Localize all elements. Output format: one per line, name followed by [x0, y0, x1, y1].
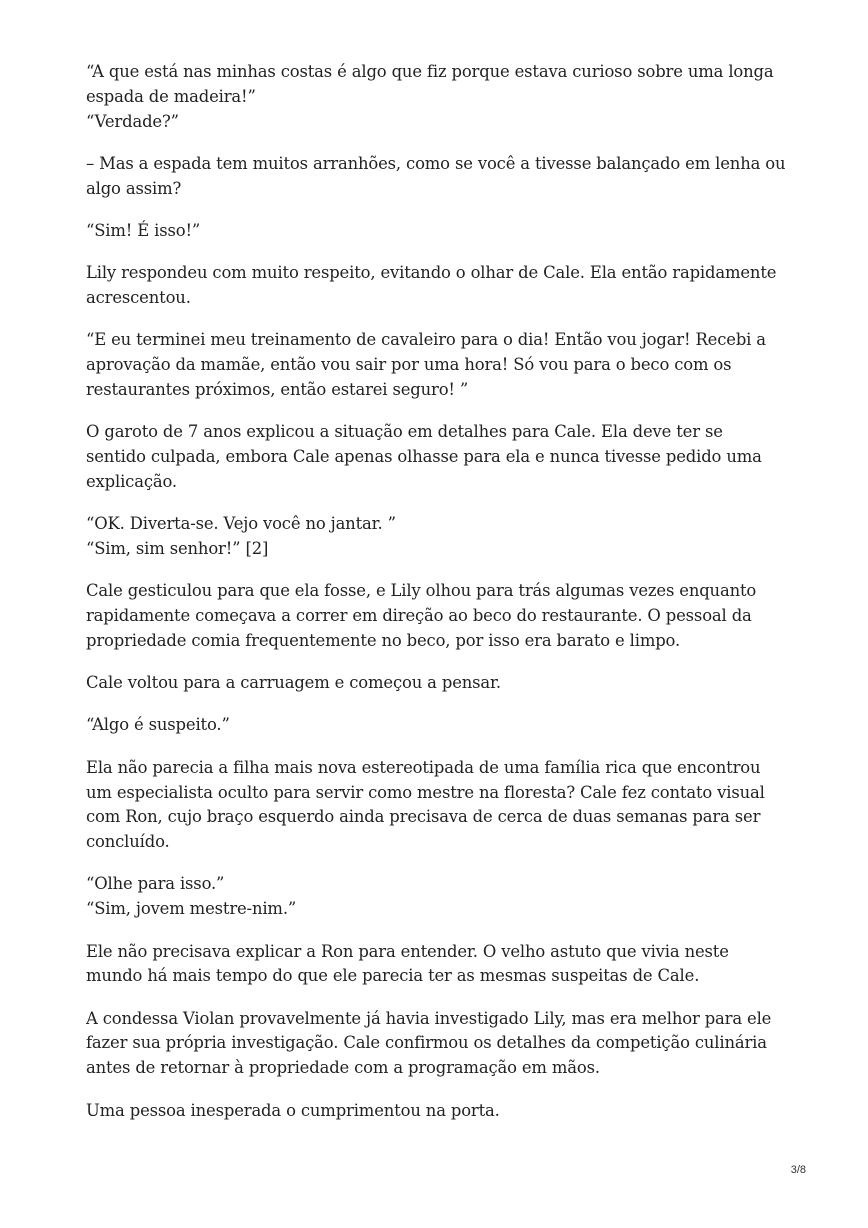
text-line: “Sim, sim senhor!” [2]	[86, 538, 269, 558]
paragraph	[86, 872, 786, 922]
paragraph	[86, 1099, 786, 1124]
text-line: “Sim! É isso!”	[86, 220, 201, 240]
paragraph	[86, 512, 786, 562]
text-line: “Verdade?”	[86, 111, 179, 131]
text-line: Cale voltou para a carruagem e começou a pensar.	[86, 673, 501, 693]
text-line: – Mas a espada tem muitos arranhões, como se você a tivesse balançado em lenha ou algo assim?	[86, 153, 786, 198]
paragraph	[86, 756, 786, 855]
paragraph	[86, 1007, 786, 1081]
paragraph	[86, 60, 786, 134]
text-line: “Algo é suspeito.”	[86, 715, 230, 735]
text-line: Ela não parecia a filha mais nova estereotipada de uma família rica que encontrou um especialista oculto para servir como mestre na floresta? Cale fez contato visual com Ron, cujo braço esquerdo ainda precisava de cerca de duas semanas para ser concluído.	[86, 757, 765, 852]
text-line: “Olhe para isso.”	[86, 874, 225, 894]
paragraph	[86, 579, 786, 653]
paragraph	[86, 420, 786, 494]
text-line: Uma pessoa inesperada o cumprimentou na porta.	[86, 1100, 500, 1120]
paragraph	[86, 940, 786, 990]
paragraph	[86, 219, 786, 244]
paragraph	[86, 328, 786, 402]
paragraph	[86, 713, 786, 738]
page-number: 3/8	[790, 1164, 806, 1176]
text-line: “A que está nas minhas costas é algo que fiz porque estava curioso sobre uma longa espada de madeira!”	[86, 62, 774, 106]
paragraph	[86, 152, 786, 202]
paragraph	[86, 671, 786, 696]
text-line: “E eu terminei meu treinamento de cavaleiro para o dia! Então vou jogar! Recebi a aprovação da mamãe, então vou sair por uma hora! Só vou para o beco com os restaurantes próximos, então estarei seguro! ”	[86, 330, 766, 399]
text-line: Lily respondeu com muito respeito, evitando o olhar de Cale. Ela então rapidamente acrescentou.	[86, 263, 777, 308]
document-page	[86, 60, 786, 1141]
text-line: “Sim, jovem mestre-nim.”	[86, 899, 297, 919]
text-line: Cale gesticulou para que ela fosse, e Lily olhou para trás algumas vezes enquanto rapidamente começava a correr em direção ao beco do restaurante. O pessoal da propriedade comia frequentemente no beco, por isso era barato e limpo.	[86, 581, 757, 650]
document-body	[86, 60, 786, 1123]
text-line: Ele não precisava explicar a Ron para entender. O velho astuto que vivia neste mundo há mais tempo do que ele parecia ter as mesmas suspeitas de Cale.	[86, 941, 729, 986]
text-line: O garoto de 7 anos explicou a situação em detalhes para Cale. Ela deve ter se sentido culpada, embora Cale apenas olhasse para ela e nunca tivesse pedido uma explicação.	[86, 422, 762, 491]
text-line: A condessa Violan provavelmente já havia investigado Lily, mas era melhor para ele fazer sua própria investigação. Cale confirmou os detalhes da competição culinária antes de retornar à propriedade com a programação em mãos.	[86, 1008, 772, 1078]
text-line: “OK. Diverta-se. Vejo você no jantar. ”	[86, 514, 396, 534]
paragraph	[86, 261, 786, 311]
